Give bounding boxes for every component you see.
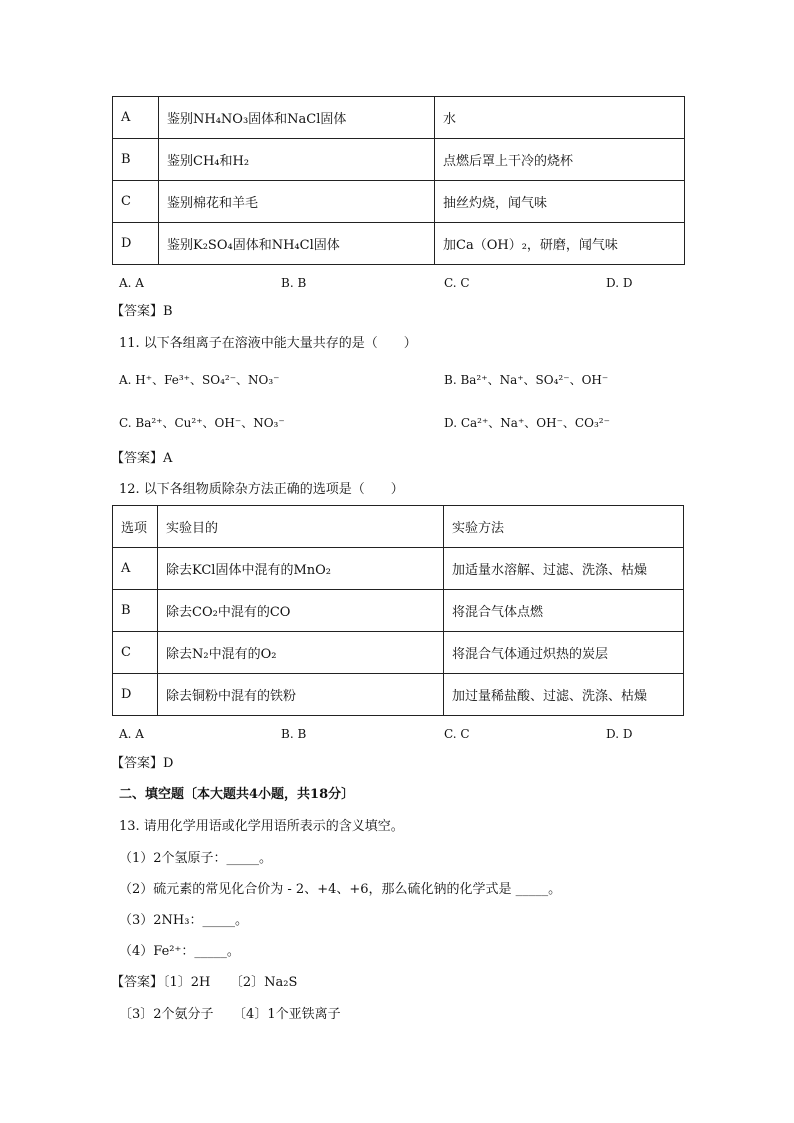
q13-part-1: （1）2个氢原子：_____。 bbox=[119, 851, 273, 866]
method-cell: 将混合气体点燃 bbox=[444, 590, 684, 632]
q12-choice-a: A. A bbox=[119, 727, 144, 741]
option-cell: A bbox=[113, 548, 158, 590]
purpose-cell: 鉴别棉花和羊毛 bbox=[159, 181, 435, 223]
identification-table bbox=[112, 96, 685, 265]
purpose-cell: 除去N₂中混有的O₂ bbox=[158, 632, 444, 674]
choice-d: D. D bbox=[606, 276, 633, 290]
method-cell: 水 bbox=[435, 97, 685, 139]
method-cell: 将混合气体通过炽热的炭层 bbox=[444, 632, 684, 674]
answer-q13-line-1: 【答案】〔1〕2H 〔2〕Na₂S bbox=[111, 975, 298, 990]
choice-b: B. B bbox=[281, 276, 307, 290]
purpose-cell: 鉴别NH₄NO₃固体和NaCl固体 bbox=[159, 97, 435, 139]
purpose-cell: 除去CO₂中混有的CO bbox=[158, 590, 444, 632]
choice-c: C. C bbox=[444, 276, 470, 290]
q11-choice-b: B. Ba²⁺、Na⁺、SO₄²⁻、OH⁻ bbox=[444, 373, 609, 387]
method-cell: 加过量稀盐酸、过滤、洗涤、枯燥 bbox=[444, 674, 684, 716]
table-row bbox=[113, 97, 685, 139]
q12-choice-c: C. C bbox=[444, 727, 470, 741]
method-cell: 加适量水溶解、过滤、洗涤、枯燥 bbox=[444, 548, 684, 590]
answer-q11: 【答案】A bbox=[111, 451, 173, 466]
question-13-stem: 13. 请用化学用语或化学用语所表示的含义填空。 bbox=[119, 819, 404, 834]
option-cell: D bbox=[113, 223, 159, 265]
q13-part-2: （2）硫元素的常见化合价为 - 2、+4、+6，那么硫化钠的化学式是 _____。 bbox=[119, 882, 562, 897]
table-row bbox=[113, 590, 684, 632]
method-cell: 点燃后罩上干冷的烧杯 bbox=[435, 139, 685, 181]
header-purpose: 实验目的 bbox=[158, 506, 444, 548]
answer-q13-line-2: 〔3〕2个氨分子 〔4〕1个亚铁离子 bbox=[119, 1007, 341, 1022]
answer-q12: 【答案】D bbox=[111, 756, 174, 771]
purpose-cell: 除去铜粉中混有的铁粉 bbox=[158, 674, 444, 716]
option-cell: C bbox=[113, 181, 159, 223]
table-row bbox=[113, 632, 684, 674]
option-cell: B bbox=[113, 590, 158, 632]
q11-choice-d: D. Ca²⁺、Na⁺、OH⁻、CO₃²⁻ bbox=[444, 416, 610, 430]
table-row bbox=[113, 139, 685, 181]
answer-q10: 【答案】B bbox=[111, 304, 173, 319]
table-row bbox=[113, 548, 684, 590]
table-header-row bbox=[113, 506, 684, 548]
option-cell: D bbox=[113, 674, 158, 716]
purpose-cell: 除去KCl固体中混有的MnO₂ bbox=[158, 548, 444, 590]
q13-part-4: （4）Fe²⁺：_____。 bbox=[119, 944, 240, 959]
method-cell: 加Ca（OH）₂，研磨，闻气味 bbox=[435, 223, 685, 265]
option-cell: B bbox=[113, 139, 159, 181]
table-row bbox=[113, 674, 684, 716]
question-11-stem: 11. 以下各组离子在溶液中能大量共存的是（ ） bbox=[119, 336, 417, 351]
q13-part-3: （3）2NH₃：_____。 bbox=[119, 913, 248, 928]
option-cell: C bbox=[113, 632, 158, 674]
impurity-removal-table bbox=[112, 505, 684, 716]
option-cell: A bbox=[113, 97, 159, 139]
purpose-cell: 鉴别CH₄和H₂ bbox=[159, 139, 435, 181]
header-option: 选项 bbox=[113, 506, 158, 548]
table-row bbox=[113, 223, 685, 265]
q11-choice-c: C. Ba²⁺、Cu²⁺、OH⁻、NO₃⁻ bbox=[119, 416, 285, 430]
table-row bbox=[113, 181, 685, 223]
section-heading: 二、填空题〔本大题共4小题，共18分〕 bbox=[119, 787, 355, 802]
q11-choice-a: A. H⁺、Fe³⁺、SO₄²⁻、NO₃⁻ bbox=[119, 373, 280, 387]
method-cell: 抽丝灼烧，闻气味 bbox=[435, 181, 685, 223]
question-12-stem: 12. 以下各组物质除杂方法正确的选项是（ ） bbox=[119, 482, 404, 497]
purpose-cell: 鉴别K₂SO₄固体和NH₄Cl固体 bbox=[159, 223, 435, 265]
q12-choice-b: B. B bbox=[281, 727, 307, 741]
q12-choice-d: D. D bbox=[606, 727, 633, 741]
choice-a: A. A bbox=[119, 276, 144, 290]
header-method: 实验方法 bbox=[444, 506, 684, 548]
